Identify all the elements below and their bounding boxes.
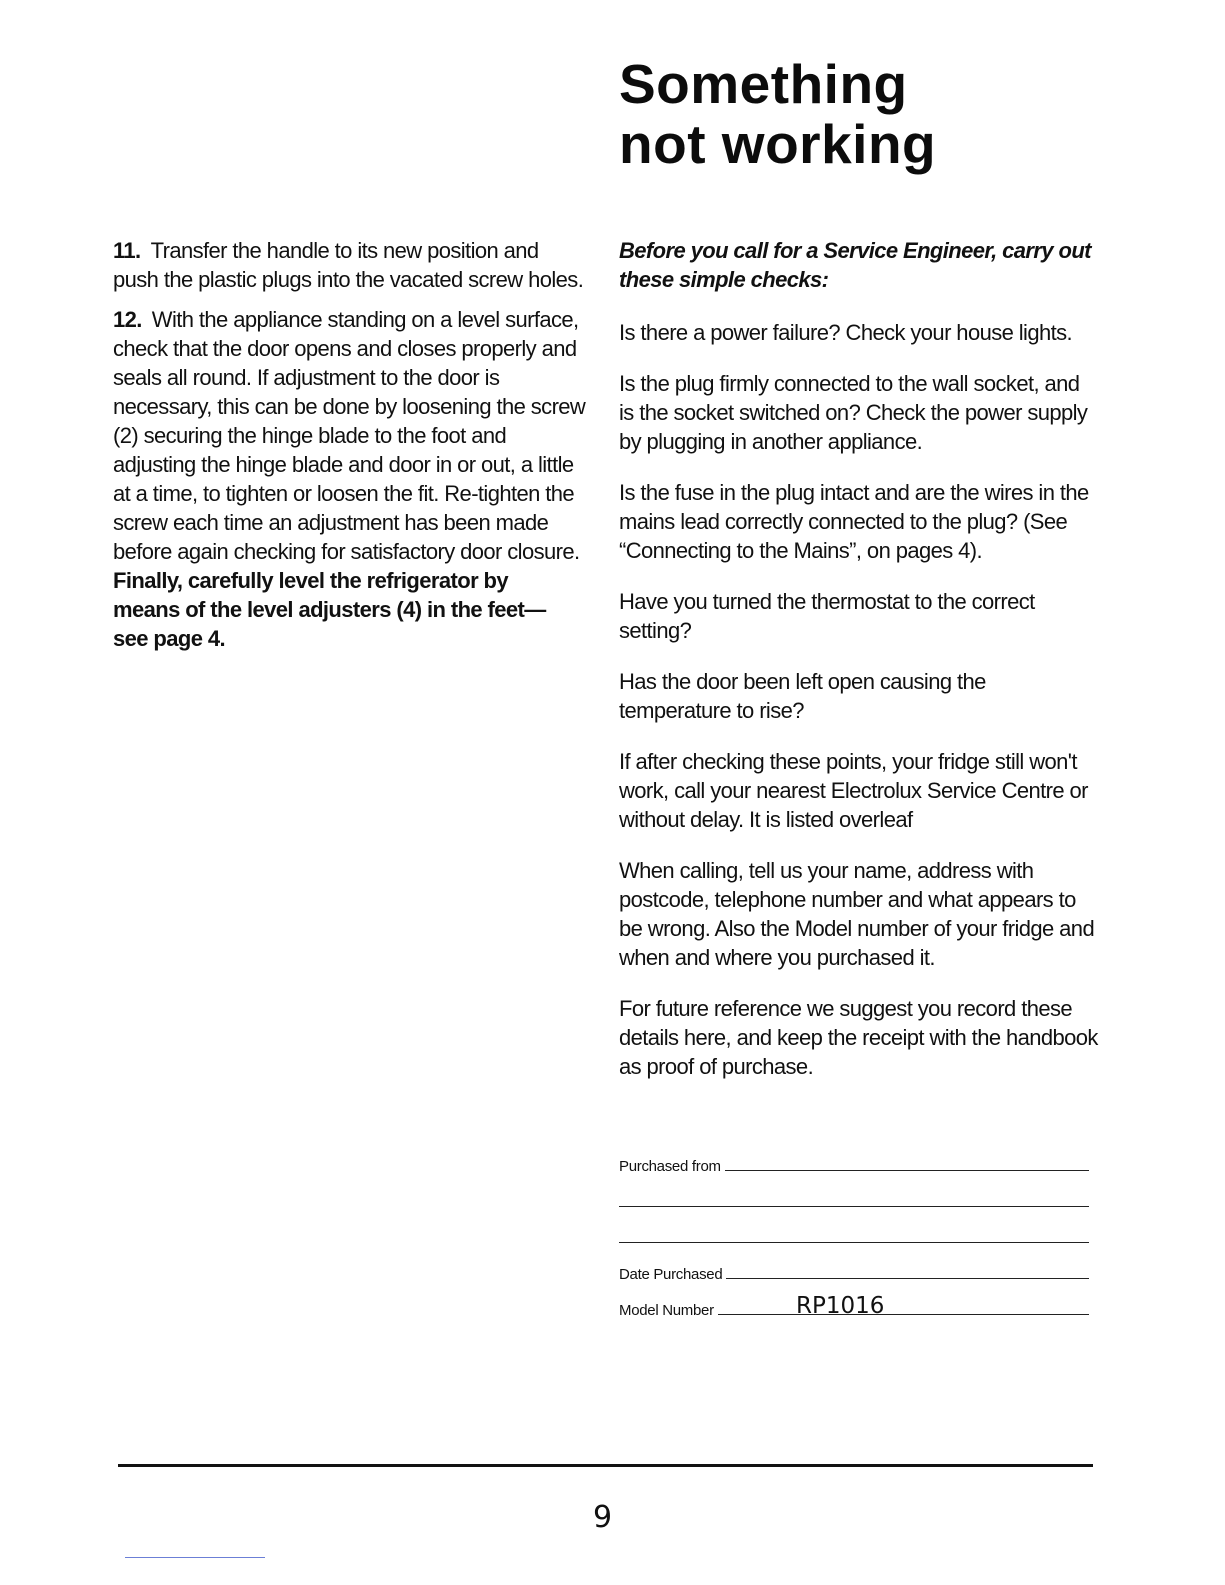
date-purchased-row <box>619 1248 1089 1284</box>
checks-intro: Before you call for a Service Engineer, carry out these simple checks: <box>619 238 1091 292</box>
step-12-number: 12. <box>113 307 142 332</box>
check-item: If after checking these points, your fridge still won't work, call your nearest Electrolux Service Centre or without delay. It is listed overleaf <box>619 749 1088 832</box>
check-item: When calling, tell us your name, address with postcode, telephone number and what appears to be wrong. Also the Model number of your fridge and when and where you purchased it. <box>619 858 1095 970</box>
date-purchased-label: Date Purchased <box>619 1266 723 1283</box>
right-column <box>619 236 1099 1103</box>
purchased-from-label: Purchased from <box>619 1158 721 1175</box>
footer-rule <box>118 1464 1093 1467</box>
purchased-from-field[interactable] <box>725 1169 1089 1171</box>
check-item: Is the fuse in the plug intact and are the wires in the mains lead correctly connected to the plug? (See “Connecting to the Mains”, on pages 4). <box>619 480 1089 563</box>
check-item: For future reference we suggest you record these details here, and keep the receipt with the handbook as proof of purchase. <box>619 996 1098 1079</box>
model-number-row <box>619 1284 1089 1320</box>
page-number: 9 <box>593 1500 613 1535</box>
page-title-text: Something not working <box>619 53 937 175</box>
step-11 <box>113 236 588 294</box>
bottom-edge-mark <box>125 1557 265 1558</box>
step-12-text: With the appliance standing on a level surface, check that the door opens and closes properly and seals all round. If adjustment to the door is necessary, this can be done by loosening the screw (2) securing the hinge blade to the foot and adjusting the hinge blade and door in or out, a little at a time, to tighten or loosen the fit. Re-tighten the screw each time an adjustment has been made before again checking for satisfactory door closure. <box>113 307 586 564</box>
step-11-text: Transfer the handle to its new position and push the plastic plugs into the vacated screw holes. <box>113 238 584 292</box>
check-item: Is there a power failure? Check your house lights. <box>619 320 1073 345</box>
page-title <box>619 54 999 174</box>
step-12-bold-note: Finally, carefully level the refrigerator by means of the level adjusters (4) in the feet— see page 4. <box>113 568 546 651</box>
check-item: Has the door been left open causing the temperature to rise? <box>619 669 986 723</box>
purchased-from-field-line-3[interactable] <box>619 1241 1089 1243</box>
purchased-from-row-3 <box>619 1212 1089 1248</box>
model-number-value: RP1016 <box>796 1293 885 1319</box>
purchased-from-row-2 <box>619 1176 1089 1212</box>
model-number-label: Model Number <box>619 1302 714 1319</box>
model-number-field[interactable] <box>718 1313 1089 1315</box>
step-12 <box>113 305 588 566</box>
check-item: Is the plug firmly connected to the wall socket, and is the socket switched on? Check the power supply by plugging in another appliance. <box>619 371 1088 454</box>
purchased-from-row <box>619 1140 1089 1176</box>
step-11-number: 11. <box>113 238 141 263</box>
date-purchased-field[interactable] <box>726 1277 1089 1279</box>
purchase-record-form <box>619 1140 1089 1320</box>
check-item: Have you turned the thermostat to the correct setting? <box>619 589 1035 643</box>
purchased-from-field-line-2[interactable] <box>619 1205 1089 1207</box>
left-column <box>113 236 588 664</box>
